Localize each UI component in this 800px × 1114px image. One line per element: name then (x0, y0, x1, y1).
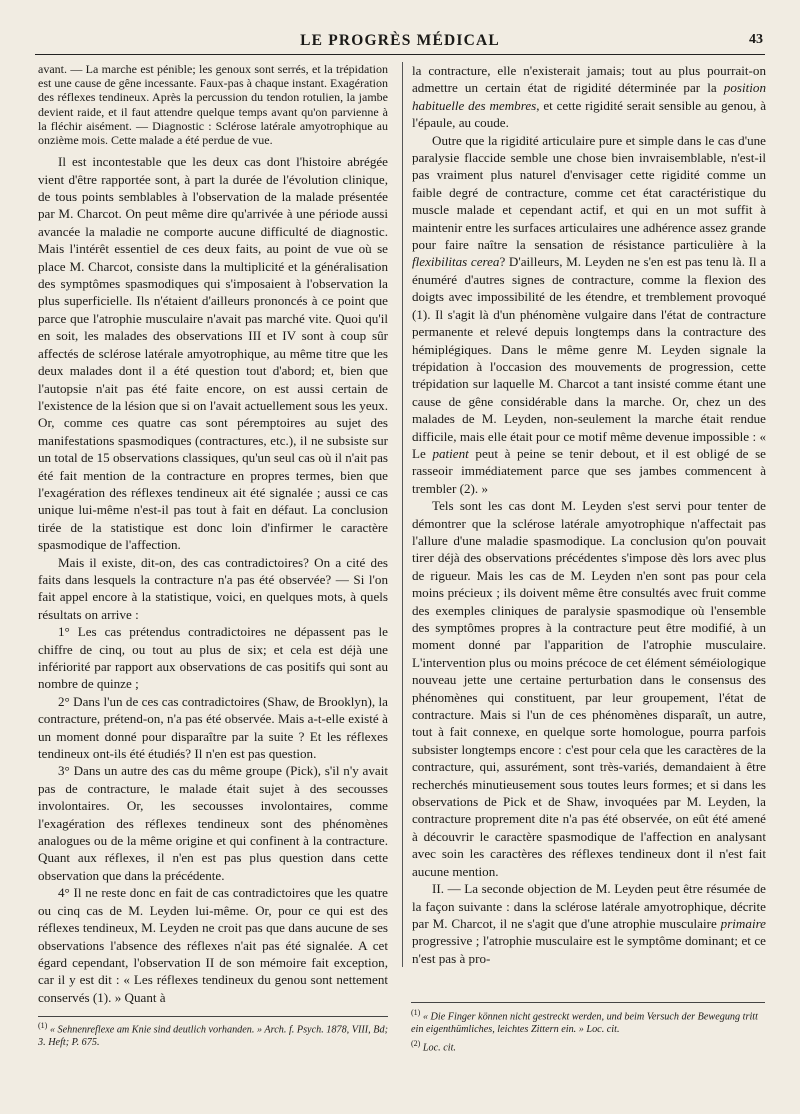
journal-title: LE PROGRÈS MÉDICAL (300, 32, 500, 49)
observation-end-paragraph: avant. — La marche est pénible; les genoux sont serrés, et la trépidation est une cause de gêne incessante. Faux-pas à chaque instant. Exagération des réflexes tendineux. Après la percussion du tendon rotulien, la jambe devient raide, et il faut attendre quelque temps avant qu'on parvienne à la fléchir aisément. — Diagnostic : Sclérose latérale amyotrophique au onzième mois. Cette malade a été perdue de vue. (38, 62, 388, 148)
running-header (35, 28, 765, 55)
body-paragraph: Outre que la rigidité articulaire pure et simple dans le cas d'une paralysie flaccide semble une chose bien invraisemblable, n'est-il pas vraiment plus naturel d'envisager cette rigidité comme un faible degré de contracture, comme cet état caractéristique du muscle malade et cependant actif, et qui en un mot suffit à maintenir entre les surfaces articulaires une adhérence assez grande pour faire naître la sensation de résistance particulière à la flexibilitas cerea? D'ailleurs, M. Leyden ne s'en est pas tenu là. Il a énuméré d'autres signes de contracture, comme la flexion des doigts avec impossibilité de les étendre, et tremblement provoqué (1). Il s'agit là d'un phénomène vulgaire dans l'état de contracture permanente et relevé depuis longtemps dans la contracture des hémiplégiques. Dans le même genre M. Leyden signale la trépidation à l'occasion des mouvements de progression, cette trépidation sur laquelle M. Charcot a tant insisté comme étant une cause de gêne considérable dans la marche. Or, chez un des malades de M. Leyden, non-seulement la marche était rendue difficile, mais elle était pour ce motif même devenue impossible : « Le patient peut à peine se tenir debout, et il est obligé de se rasseoir immédiatement parce que ses jambes commencent à trembler (2). » (412, 132, 766, 496)
left-column (38, 62, 388, 1006)
footnote: $^{(1)}$ « Sehnenreflexe am Knie sind deutlich vorhanden. » Arch. f. Psych. 1878, VIII, Bd; 3. Heft; P. 675. (38, 1021, 388, 1049)
numbered-point-3: 3° Dans un autre des cas du même groupe (Pick), s'il n'y avait pas de contracture, le malade était sujet à des secousses involontaires. Or, les secousses involontaires, comme l'exagération des réflexes tendineux sont des phénomènes analogues ou de la même origine et qui confinent à la contracture. Quant aux réflexes, il n'en est pas plus question dans cette observation que dans la précédente. (38, 763, 388, 883)
body-paragraph: Il est incontestable que les deux cas dont l'histoire abrégée vient d'être rapportée sont, à part la durée de l'évolution clinique, de tous points semblables à l'observation de la malade présentée par M. Charcot. On peut même dire qu'arrivée à une période aussi avancée la maladie ne comporte aucune difficulté de diagnostic. Mais l'intérêt essentiel de ces deux faits, au point de vue où se place M. Charcot, consiste dans la multiplicité et la généralisation des symptômes spasmodiques qui s'imposaient à l'observation la plus superficielle. Ils n'étaient d'ailleurs prononcés à ce point que parce que l'atrophie musculaire n'avait pas marché vite. Quoi qu'il en soit, les malades des observations III et IV sont à coup sûr affectés de sclérose latérale amyotrophique, au même titre que les deux malades dont il a été question tout d'abord; et, bien que l'autopsie n'ait pas été faite encore, on est aussi certain de l'existence de la lésion que si on l'avait actuellement sous les yeux. Or, comme ces quatre cas sont péremptoires au sujet des manifestations spasmodiques (contractures, etc.), il ne subsiste sur un total de 15 observations classiques, qu'un seul cas où il n'ait pas été fait mention de la contracture en propres termes, bien que l'exagération des réflexes tendineux ait été signalée ; aussi ce cas unique lui-même n'est-il pas tout à fait en défaut. La conclusion tirée de la statistique est donc loin d'infirmer le caractère spasmodique de l'affection. (38, 154, 388, 553)
footnotes-left (38, 1019, 388, 1050)
body-paragraph: II. — La seconde objection de M. Leyden peut être résumée de la façon suivante : dans la sclérose latérale amyotrophique, décrite par M. Charcot, il ne s'agit que d'une atrophie musculaire primaire progressive ; l'atrophie musculaire est le symptôme dominant; et ce n'est pas à pro- (412, 881, 766, 966)
footnote: $^{(1)}$ « Die Finger können nicht gestreckt werden, und beim Versuch der Bewegung tritt ein eigenthümliches, leichtes Zittern ein. » Loc. cit. (411, 1008, 758, 1036)
emphasis: flexibilitas cerea (412, 254, 500, 270)
footnotes-right (411, 1006, 765, 1056)
body-paragraph: Mais il existe, dit-on, des cas contradictoires? On a cité des faits dans lesquels la contracture n'a pas été observée? — Si l'on fait appel encore à la statistique, voici, en quelques mots, à quels résultats on arrive : (38, 554, 388, 622)
emphasis: primaire (720, 915, 766, 931)
emphasis: position habituelle des membres (412, 80, 766, 113)
numbered-point-4: 4° Il ne reste donc en fait de cas contradictoires que les quatre ou cinq cas de M. Leyden lui-même. Or, pour ce qui est des réflexes tendineux, M. Leyden ne croit pas que dans aucune de ses observations l'absence des réflexes n'ait pas été signalée. A cet égard cependant, l'observation II de son mémoire fait exception, car il y est dit : « Les réflexes tendineux du genou sont nettement conservés (1). » Quant à (38, 885, 388, 1005)
numbered-point-1: 1° Les cas prétendus contradictoires ne dépassent pas le chiffre de cinq, ou tout au plus de six; et cela est déjà une infériorité par rapport aux observations de cas positifs qui sont au nombre de quinze ; (38, 624, 388, 692)
body-paragraph: Tels sont les cas dont M. Leyden s'est servi pour tenter de démontrer que la sclérose latérale amyotrophique n'affectait pas l'allure d'une maladie spasmodique. La conclusion qu'on pouvait tirer déjà des observations précédentes s'impose dès lors avec plus de rigueur. Mais les cas de M. Leyden n'en sont pas pour cela moins précieux ; ils doivent même être consultés avec fruit comme des exemples cliniques de paralysie spasmodique où l'ensemble des symptômes propres à la contracture peut être modifié, à un moment donné par l'apparition de l'atrophie musculaire. L'intervention plus ou moins précoce de cet élément séméiologique nouveau jette une certaine perturbation dans le consensus des phénomènes qui constituent, par leur groupement, l'état de contracture. Mais si l'un de ces phénomènes disparaît, un autre, tout à fait connexe, en quelque sorte homologue, pourra parfois subsister longtemps encore : c'est pour cela que les caractères de la contracture, qui, assurément, sont très-variés, demandaient à être recherchés minutieusement sous toutes leurs formes; et si dans les observations de Pick et de Shaw, invoquées par M. Leyden, la contracture proprement dite n'a pas été observée, on eût été amené à découvrir le caractère spasmodique de l'affection en analysant avec soin les caractères des réflexes tendineux dont il n'est fait aucune mention. (412, 498, 766, 879)
footnote-divider (411, 1002, 765, 1003)
footnote: $^{(2)}$ Loc. cit. (411, 1039, 456, 1054)
page-number: 43 (749, 32, 763, 47)
right-column (402, 62, 766, 967)
emphasis: patient (432, 445, 469, 461)
body-paragraph: la contracture, elle n'existerait jamais; tout au plus pourrait-on admettre un certain état de rigidité déterminée par la position habituelle des membres, et cette rigidité serait sensible au genou, à l'épaule, au coude. (412, 63, 767, 131)
numbered-point-2: 2° Dans l'un de ces cas contradictoires (Shaw, de Brooklyn), la contracture, prétend-on, n'a pas été observée. Mais a-t-elle existé à un moment donné pour disparaître par la suite ? Et les réflexes tendineux ont-ils été étudiés? Il n'en est pas question. (38, 693, 388, 762)
footnote-divider (38, 1016, 388, 1017)
